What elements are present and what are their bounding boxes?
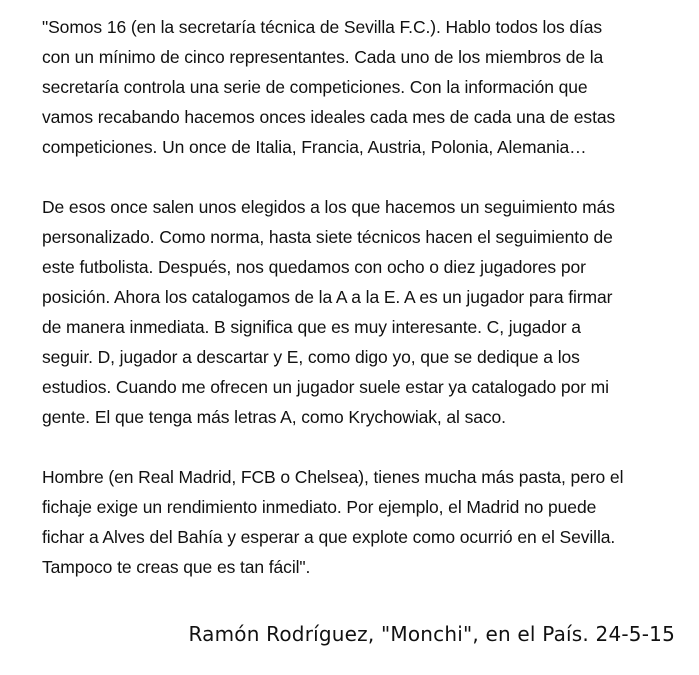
text-line: estudios. Cuando me ofrecen un jugador suele estar ya catalogado por mi bbox=[42, 377, 609, 397]
text-line: seguir. D, jugador a descartar y E, como digo yo, que se dedique a los bbox=[42, 347, 580, 367]
text-line: gente. El que tenga más letras A, como Krychowiak, al saco. bbox=[42, 407, 506, 427]
text-line: vamos recabando hacemos onces ideales cada mes de cada una de estas bbox=[42, 107, 616, 127]
text-line: "Somos 16 (en la secretaría técnica de Sevilla F.C.). Hablo todos los días bbox=[42, 17, 603, 37]
text-line: de manera inmediata. B significa que es muy interesante. C, jugador a bbox=[42, 317, 581, 337]
text-line: posición. Ahora los catalogamos de la A a la E. A es un jugador para firmar bbox=[42, 287, 613, 307]
text-line: fichar a Alves del Bahía y esperar a que explote como ocurrió en el Sevilla. bbox=[42, 527, 616, 547]
quote-attribution: Ramón Rodríguez, "Monchi", en el País. 24-5-15 bbox=[188, 622, 675, 646]
text-line: Tampoco te creas que es tan fácil". bbox=[42, 557, 311, 577]
text-line: De esos once salen unos elegidos a los que hacemos un seguimiento más bbox=[42, 197, 615, 217]
paragraph-3 bbox=[42, 462, 682, 582]
text-line: Hombre (en Real Madrid, FCB o Chelsea), tienes mucha más pasta, pero el bbox=[42, 467, 624, 487]
paragraph-spacer bbox=[42, 162, 682, 192]
paragraph-1 bbox=[42, 12, 682, 162]
paragraph-spacer bbox=[42, 432, 682, 462]
document-body bbox=[42, 12, 682, 582]
text-line: con un mínimo de cinco representantes. Cada uno de los miembros de la bbox=[42, 47, 604, 67]
text-line: este futbolista. Después, nos quedamos con ocho o diez jugadores por bbox=[42, 257, 586, 277]
text-line: competiciones. Un once de Italia, Francia, Austria, Polonia, Alemania… bbox=[42, 137, 587, 157]
paragraph-2 bbox=[42, 192, 682, 432]
text-line: secretaría controla una serie de competiciones. Con la información que bbox=[42, 77, 588, 97]
text-line: fichaje exige un rendimiento inmediato. Por ejemplo, el Madrid no puede bbox=[42, 497, 597, 517]
text-line: personalizado. Como norma, hasta siete técnicos hacen el seguimiento de bbox=[42, 227, 613, 247]
